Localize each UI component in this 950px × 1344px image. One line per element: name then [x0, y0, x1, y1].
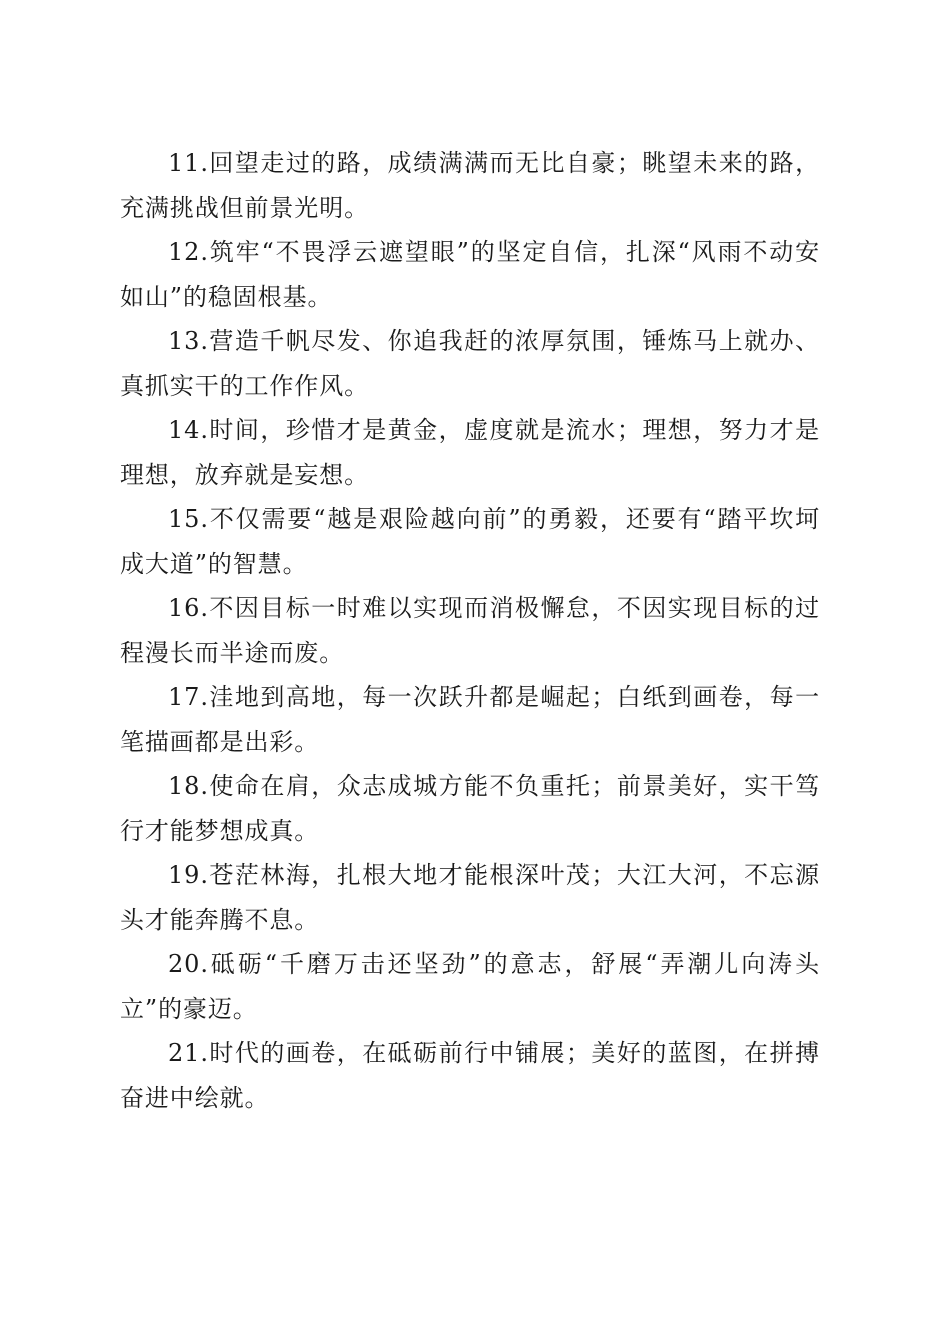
paragraph-15: 15.不仅需要“越是艰险越向前”的勇毅，还要有“踏平坎坷成大道”的智慧。: [120, 505, 820, 578]
paragraph-13: 13.营造千帆尽发、你追我赶的浓厚氛围，锤炼马上就办、真抓实干的工作作风。: [120, 327, 820, 400]
paragraph-17: 17.洼地到高地，每一次跃升都是崛起；白纸到画卷，每一笔描画都是出彩。: [120, 683, 820, 756]
paragraph-16: 16.不因目标一时难以实现而消极懈怠，不因实现目标的过程漫长而半途而废。: [120, 594, 820, 667]
paragraph-18: 18.使命在肩，众志成城方能不负重托；前景美好，实干笃行才能梦想成真。: [120, 772, 820, 845]
paragraph-11: 11.回望走过的路，成绩满满而无比自豪；眺望未来的路，充满挑战但前景光明。: [120, 149, 820, 222]
document-body: [120, 141, 820, 1120]
paragraph-14: 14.时间，珍惜才是黄金，虚度就是流水；理想，努力才是理想，放弃就是妄想。: [120, 416, 820, 489]
paragraph-12: 12.筑牢“不畏浮云遮望眼”的坚定自信，扎深“风雨不动安如山”的稳固根基。: [120, 238, 820, 311]
paragraph-19: 19.苍茫林海，扎根大地才能根深叶茂；大江大河，不忘源头才能奔腾不息。: [120, 861, 820, 934]
paragraph-20: 20.砥砺“千磨万击还坚劲”的意志，舒展“弄潮儿向涛头立”的豪迈。: [120, 950, 820, 1023]
paragraph-21: 21.时代的画卷，在砥砺前行中铺展；美好的蓝图，在拼搏奋进中绘就。: [120, 1039, 820, 1112]
